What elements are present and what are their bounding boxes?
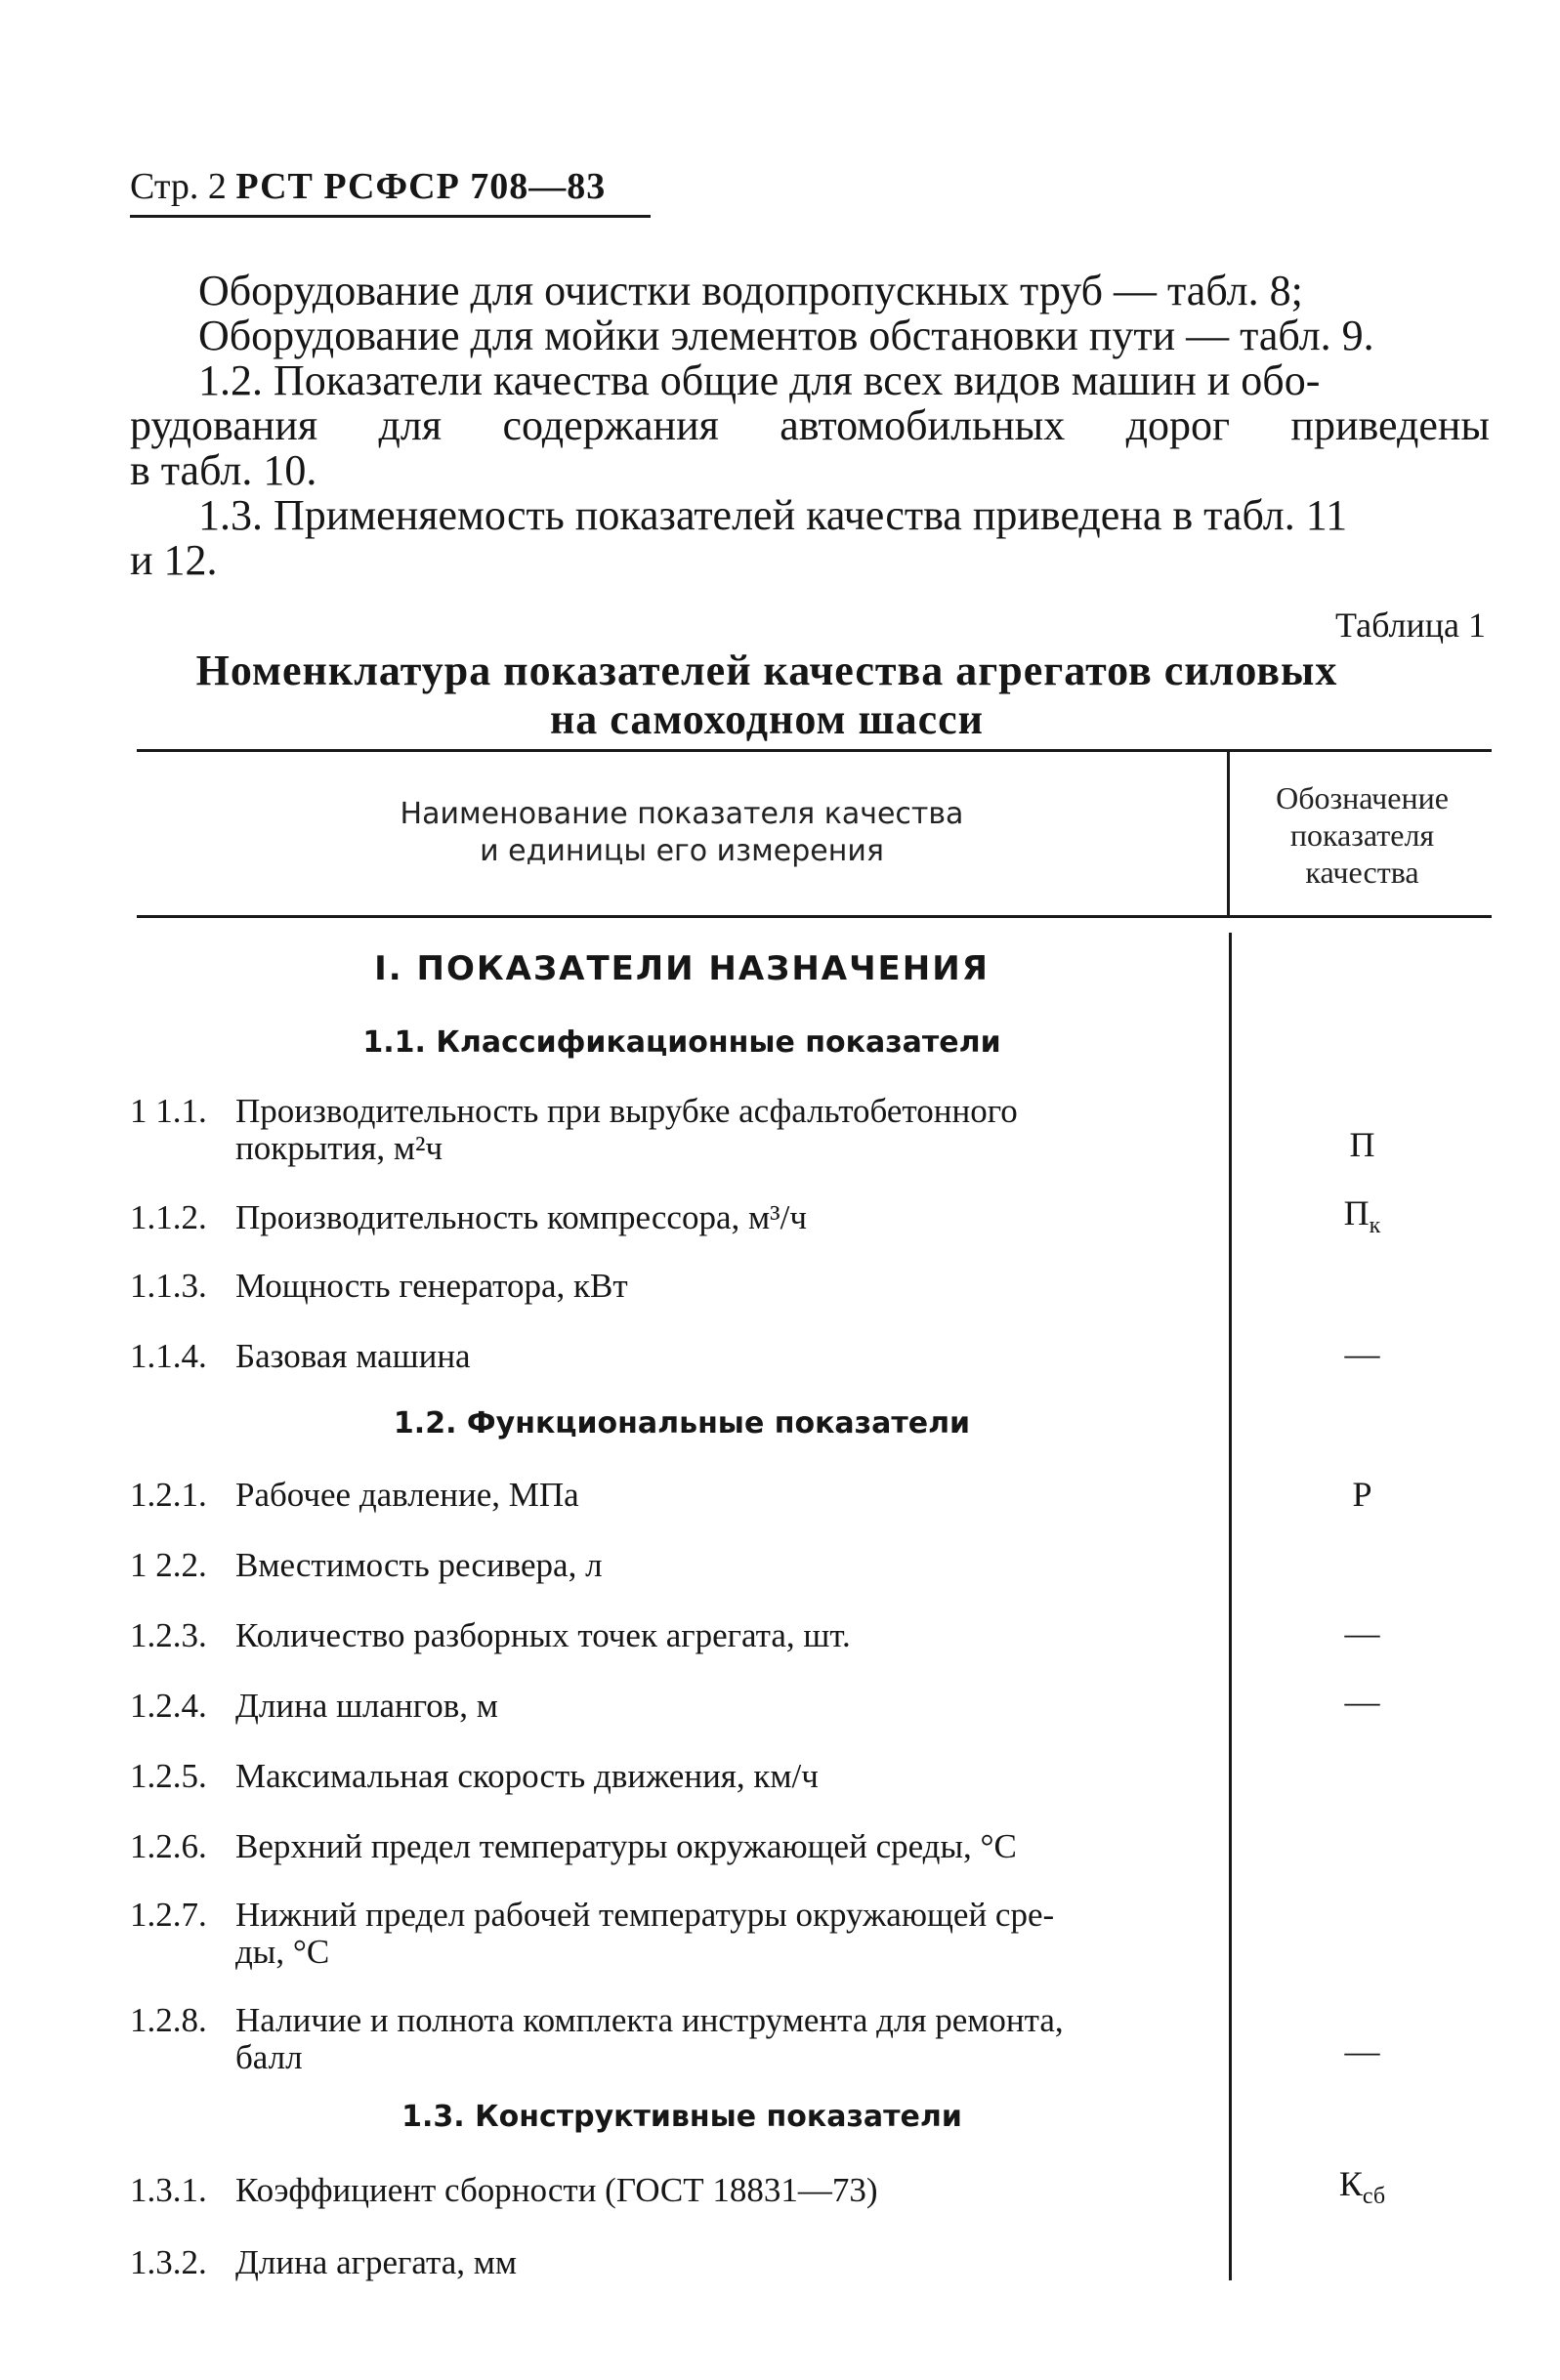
row-text: Мощность генератора, кВт xyxy=(235,1267,628,1305)
intro-text xyxy=(130,269,1490,583)
symbol-subscript: сб xyxy=(1362,2184,1386,2210)
column-header-line: Наименование показателя качества xyxy=(400,797,964,831)
subsection-title: 1.1. Классификационные показатели xyxy=(362,1025,1001,1060)
row-number: 1.2.7. xyxy=(130,1896,207,1934)
row-symbol xyxy=(1233,1193,1492,1245)
subsection-title: 1.2. Функциональные показатели xyxy=(393,1406,971,1441)
row-number: 1.2.8. xyxy=(130,2001,207,2039)
row-symbol: — xyxy=(1344,1682,1380,1721)
header-bottom-rule xyxy=(137,915,1492,918)
intro-word: автомобильных xyxy=(780,401,1066,449)
row-number: 1.2.6. xyxy=(130,1827,207,1865)
row-number: 1.2.3. xyxy=(130,1616,207,1654)
row-symbol: — xyxy=(1344,2031,1380,2070)
column-header-line: и единицы его измерения xyxy=(480,834,884,868)
row-number: 1 1.1. xyxy=(130,1092,207,1130)
row-symbol: Р xyxy=(1352,1475,1372,1514)
row-text-line: Наличие и полнота комплекта инструмента для ремонта, xyxy=(235,2001,1064,2039)
row-number: 1.1.3. xyxy=(130,1267,207,1305)
row-text: Верхний предел температуры окружающей среды, °С xyxy=(235,1827,1017,1865)
intro-line: Оборудование для очистки водопропускных труб — табл. 8; xyxy=(198,267,1303,314)
intro-word: содержания xyxy=(502,401,719,449)
row-number: 1 2.2. xyxy=(130,1546,207,1584)
intro-line: в табл. 10. xyxy=(130,446,317,494)
section-title: I. ПОКАЗАТЕЛИ НАЗНАЧЕНИЯ xyxy=(374,949,990,988)
intro-line: 1.2. Показатели качества общие для всех видов машин и обо- xyxy=(198,356,1321,404)
table-top-rule xyxy=(137,749,1492,752)
symbol-base: П xyxy=(1343,1193,1370,1232)
symbol-subscript: к xyxy=(1369,1213,1381,1239)
row-symbol: — xyxy=(1344,1334,1380,1373)
row-text-line: ды, °С xyxy=(235,1933,330,1971)
row-symbol: П xyxy=(1349,1125,1375,1164)
intro-line: 1.3. Применяемость показателей качества приведена в табл. 11 xyxy=(198,491,1348,539)
row-number: 1.1.4. xyxy=(130,1337,207,1375)
row-text: Производительность компрессора, м³/ч xyxy=(235,1198,807,1236)
row-number: 1.2.4. xyxy=(130,1687,207,1725)
table-title-line: Номенклатура показателей качества агрегатов силовых xyxy=(195,647,1338,694)
row-text xyxy=(235,2002,1224,2076)
row-text: Коэффициент сборности (ГОСТ 18831—73) xyxy=(235,2171,878,2209)
intro-word: приведены xyxy=(1290,401,1490,449)
intro-justified-line xyxy=(130,403,1490,448)
column-header-line: Обозначение xyxy=(1276,780,1449,815)
column-header-name xyxy=(137,796,1227,870)
intro-line: Оборудование для мойки элементов обстановки пути — табл. 9. xyxy=(198,312,1374,359)
table-title-line: на самоходном шасси xyxy=(549,695,985,743)
row-text: Количество разборных точек агрегата, шт. xyxy=(235,1616,851,1654)
intro-line: и 12. xyxy=(130,536,218,584)
table-label: Таблица 1 xyxy=(1335,605,1486,645)
row-text: Рабочее давление, МПа xyxy=(235,1476,579,1514)
column-header-line: показателя xyxy=(1289,817,1435,853)
row-symbol xyxy=(1233,2164,1492,2216)
row-symbol: — xyxy=(1344,1613,1380,1652)
row-text: Длина шлангов, м xyxy=(235,1687,498,1725)
row-text xyxy=(235,1093,1224,1167)
table-title xyxy=(137,647,1397,744)
row-number: 1.2.1. xyxy=(130,1476,207,1514)
row-text-line: Производительность при вырубке асфальтобетонного xyxy=(235,1092,1018,1130)
symbol-base: К xyxy=(1338,2164,1363,2203)
header-rule xyxy=(130,215,651,218)
row-number: 1.1.2. xyxy=(130,1198,207,1236)
page-header xyxy=(130,164,606,209)
row-number: 1.3.2. xyxy=(130,2243,207,2281)
column-header-symbol xyxy=(1233,779,1492,891)
header-column-divider xyxy=(1227,749,1230,915)
row-text xyxy=(235,1897,1224,1971)
row-text-line: покрытия, м²ч xyxy=(235,1129,443,1167)
row-text: Вместимость ресивера, л xyxy=(235,1546,603,1584)
subsection-title: 1.3. Конструктивные показатели xyxy=(401,2100,962,2134)
intro-word: дорог xyxy=(1125,401,1231,449)
row-text: Максимальная скорость движения, км/ч xyxy=(235,1757,819,1795)
page-number: Стр. 2 xyxy=(130,166,227,207)
intro-word: рудования xyxy=(130,401,318,449)
intro-word: для xyxy=(378,401,443,449)
row-text-line: балл xyxy=(235,2038,303,2076)
row-number: 1.2.5. xyxy=(130,1757,207,1795)
row-text-line: Нижний предел рабочей температуры окружающей сре- xyxy=(235,1896,1055,1934)
row-number: 1.3.1. xyxy=(130,2171,207,2209)
row-text: Базовая машина xyxy=(235,1337,471,1375)
document-code: РСТ РСФСР 708—83 xyxy=(235,166,607,207)
column-header-line: качества xyxy=(1305,855,1419,890)
body-column-divider xyxy=(1229,933,1232,2280)
row-text: Длина агрегата, мм xyxy=(235,2243,518,2281)
